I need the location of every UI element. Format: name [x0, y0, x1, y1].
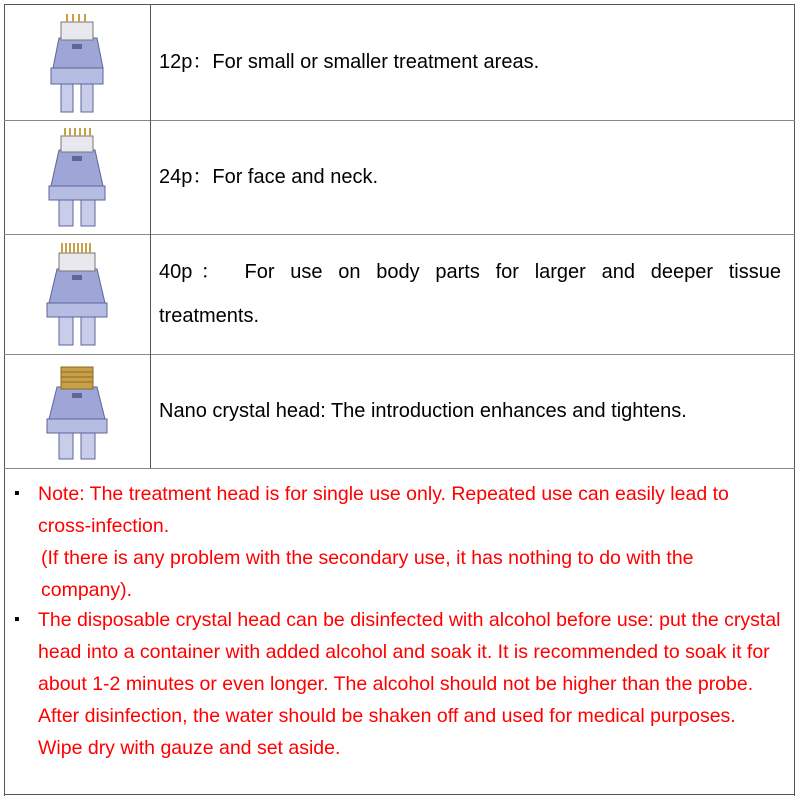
bullet-icon: ▪	[14, 485, 20, 502]
table-row	[4, 4, 795, 121]
note-item	[16, 478, 785, 606]
note-text: (If there is any problem with the secondary use, it has nothing to do with the company).	[41, 547, 694, 601]
table-row	[4, 354, 795, 469]
crystal-head-24p-icon	[37, 124, 117, 230]
table-row	[4, 120, 795, 235]
description-cell	[151, 120, 795, 234]
note-text: The disposable crystal head can be disinfected with alcohol before use: put the crystal head into a container with added alcohol and soak it. It is recommended to soak it for about 1-2 minutes or even longer. The alcohol should not be higher than the probe. After disinfection, the water should be shaken off and used for medical purposes. Wipe dry with gauze and set aside.	[38, 609, 781, 759]
nano-crystal-head-icon	[37, 359, 117, 463]
image-cell	[4, 120, 151, 234]
row-text: 24p：For face and neck.	[159, 166, 379, 188]
crystal-head-40p-icon	[37, 239, 117, 349]
description-cell	[151, 234, 795, 354]
crystal-head-12p-icon	[37, 8, 117, 116]
image-cell	[4, 234, 151, 354]
row-text: 40p： For use on body parts for larger and deeper tissue treatments.	[159, 261, 781, 327]
notes-section	[4, 468, 795, 795]
description-cell	[151, 354, 795, 468]
row-text: Nano crystal head: The introduction enhances and tightens.	[159, 400, 687, 422]
row-text: 12p：For small or smaller treatment areas.	[159, 51, 540, 73]
spec-sheet	[4, 4, 795, 796]
description-cell	[151, 4, 795, 120]
image-cell	[4, 354, 151, 468]
note-text: Note: The treatment head is for single use only. Repeated use can easily lead to cross-infection.	[38, 483, 729, 537]
image-cell	[4, 4, 151, 120]
table-row	[4, 234, 795, 355]
note-item	[16, 604, 785, 764]
bullet-icon: ▪	[14, 611, 20, 628]
